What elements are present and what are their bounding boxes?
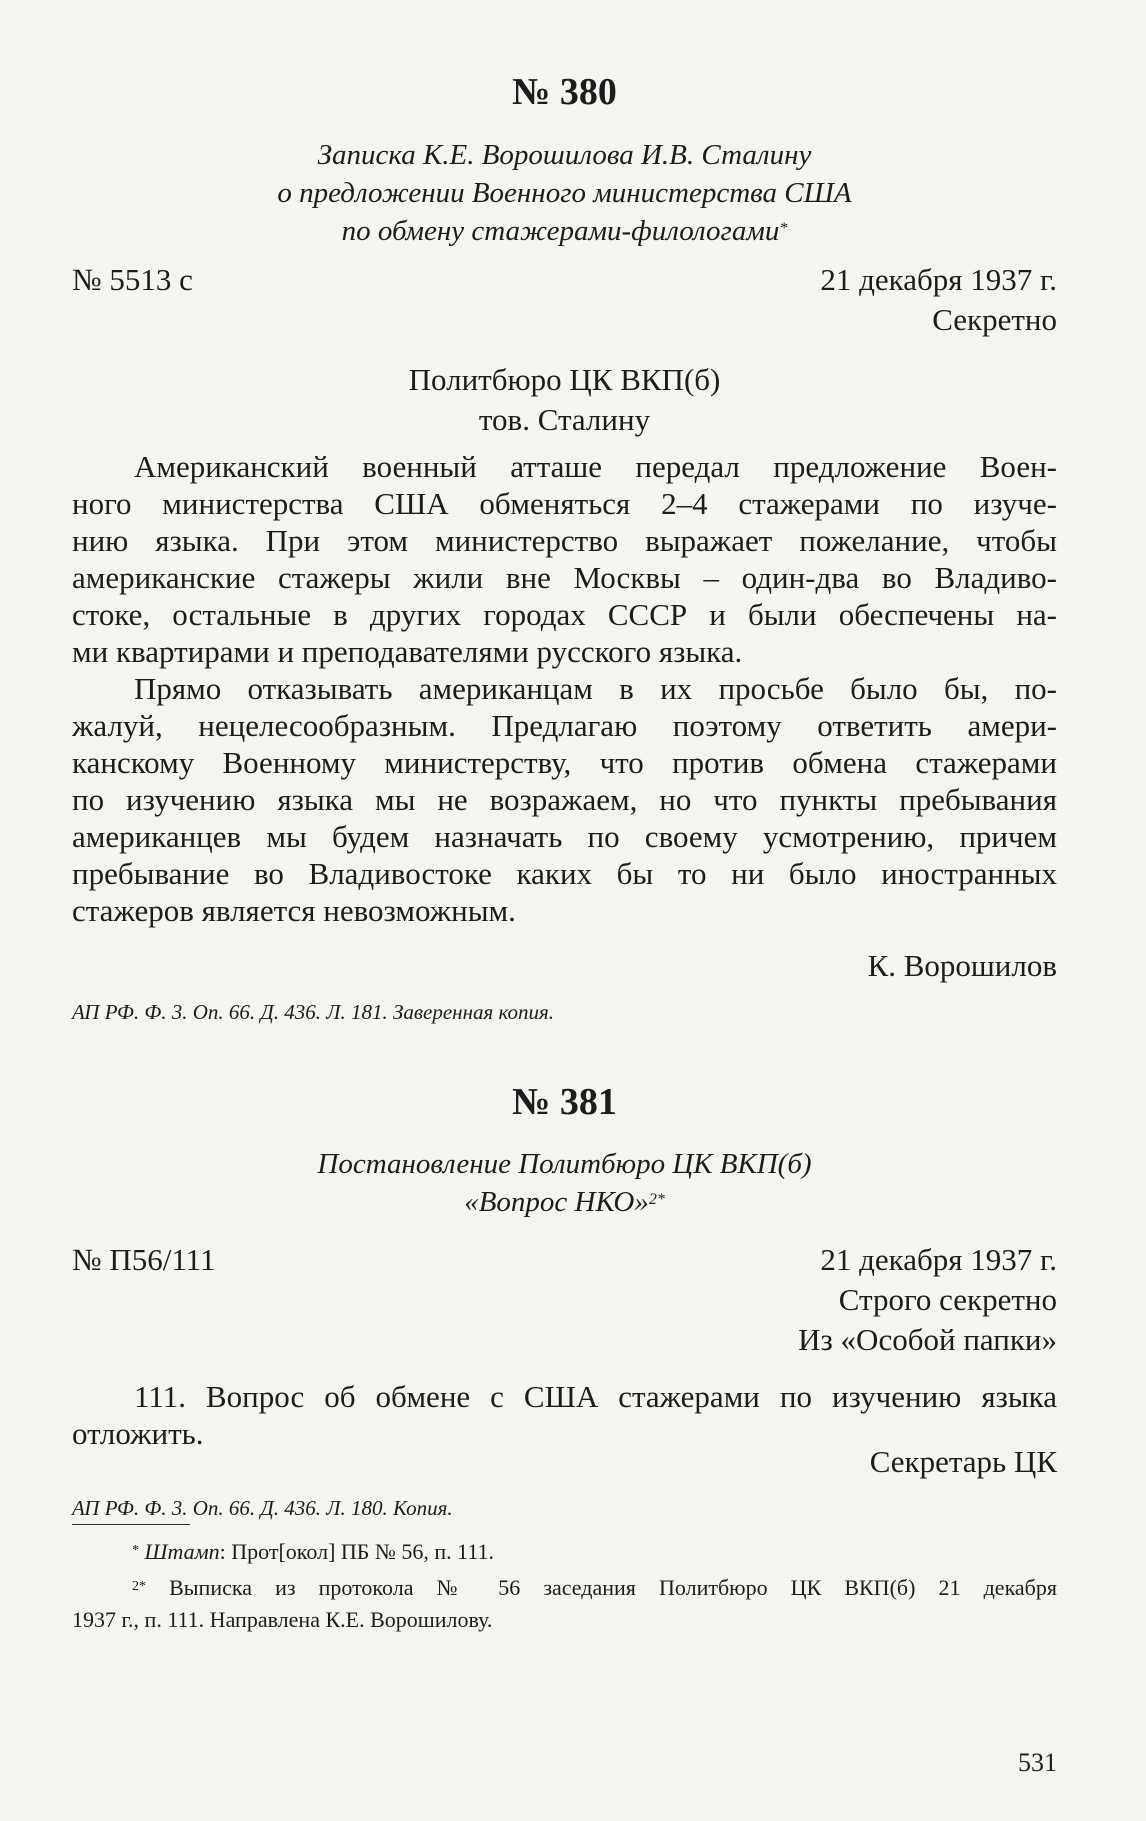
doc-380-number: № 380	[512, 71, 617, 113]
text-line: канскому Военному министерству, что против обмена стажерами	[72, 745, 1057, 780]
footnote-mark: 2*	[132, 1579, 146, 1594]
footnote-ref: *	[779, 220, 788, 237]
text-line: американские стажеры жили вне Москвы – один-два во Владиво-	[72, 560, 1057, 595]
text-line: американцев мы будем назначать по своему усмотрению, причем	[72, 819, 1057, 854]
doc-381-number: № 381	[512, 1081, 617, 1123]
footnote-mark: *	[132, 1543, 139, 1558]
doc-380-source: АП РФ. Ф. 3. Оп. 66. Д. 436. Л. 181. Заверенная копия.	[72, 1000, 555, 1024]
footnote-1	[72, 1536, 1057, 1568]
text-line: стажеров является невозможным.	[72, 893, 516, 928]
text-line: по изучению языка мы не возражаем, но что пункты пребывания	[72, 782, 1057, 817]
doc-380-date: 21 декабря 1937 г.	[820, 262, 1057, 297]
footnote-text: Выписка из протокола № 56 заседания Политбюро ЦК ВКП(б) 21 декабря	[169, 1575, 1057, 1600]
page-number: 531	[1018, 1748, 1057, 1777]
document-page	[72, 0, 1057, 1821]
doc-381-title-line: Постановление Политбюро ЦК ВКП(б)	[317, 1148, 812, 1180]
text-line: 111. Вопрос об обмене с США стажерами по изучению языка	[134, 1379, 1057, 1414]
text-line: ного министерства США обменяться 2–4 стажерами по изуче-	[72, 486, 1057, 521]
doc-380-title-line: по обмену стажерами-филологами*	[341, 215, 788, 247]
footnote-text: : Прот[окол] ПБ № 56, п. 111.	[219, 1539, 495, 1564]
doc-381-origin: Из «Особой папки»	[798, 1322, 1057, 1357]
doc-380-body	[72, 448, 1057, 929]
doc-380-signature: К. Ворошилов	[867, 948, 1057, 983]
doc-381-signature: Секретарь ЦК	[869, 1444, 1057, 1479]
text-line: Американский военный атташе передал предложение Воен-	[134, 449, 1057, 484]
footnote-divider	[72, 1524, 190, 1525]
doc-380-title	[72, 136, 1057, 250]
text-line: стоке, остальные в других городах СССР и были обеспечены на-	[72, 597, 1057, 632]
doc-380-addressee: Политбюро ЦК ВКП(б)	[408, 362, 721, 397]
footnote-2	[72, 1572, 1057, 1636]
text-line: ми квартирами и преподавателями русского языка.	[72, 634, 743, 669]
footnote-line	[72, 1572, 1057, 1604]
text-line: пребывание во Владивостоке каких бы то ни было иностранных	[72, 856, 1057, 891]
footnote-line: 1937 г., п. 111. Направлена К.Е. Ворошилову.	[72, 1607, 493, 1632]
doc-381-date: 21 декабря 1937 г.	[820, 1242, 1057, 1277]
doc-380-title-line: Записка К.Е. Ворошилова И.В. Сталину	[317, 139, 812, 171]
doc-381-classification: Строго секретно	[838, 1282, 1057, 1317]
doc-381-source: АП РФ. Ф. 3. Оп. 66. Д. 436. Л. 180. Копия.	[72, 1496, 453, 1520]
doc-380-title-line: о предложении Военного министерства США	[277, 177, 852, 209]
paragraph	[72, 670, 1057, 929]
text-line: отложить.	[72, 1416, 204, 1451]
doc-380-addressee: тов. Сталину	[478, 402, 651, 437]
text-line: жалуй, нецелесообразным. Предлагаю поэтому ответить амери-	[72, 708, 1057, 743]
doc-381-body	[72, 1378, 1057, 1452]
text-line: нию языка. При этом министерство выражает пожелание, чтобы	[72, 523, 1057, 558]
doc-381-reg-number: № П56/111	[72, 1242, 216, 1277]
text-line: Прямо отказывать американцам в их просьбе было бы, по-	[134, 671, 1057, 706]
footnote-ref: 2*	[648, 1191, 665, 1208]
footnote-label: Штамп	[144, 1539, 220, 1564]
paragraph	[72, 448, 1057, 670]
doc-380-reg-number: № 5513 с	[72, 262, 193, 297]
doc-381-title	[72, 1145, 1057, 1221]
doc-381-title-line: «Вопрос НКО»$^{2*}$	[464, 1186, 665, 1218]
doc-380-classification: Секретно	[932, 302, 1057, 337]
